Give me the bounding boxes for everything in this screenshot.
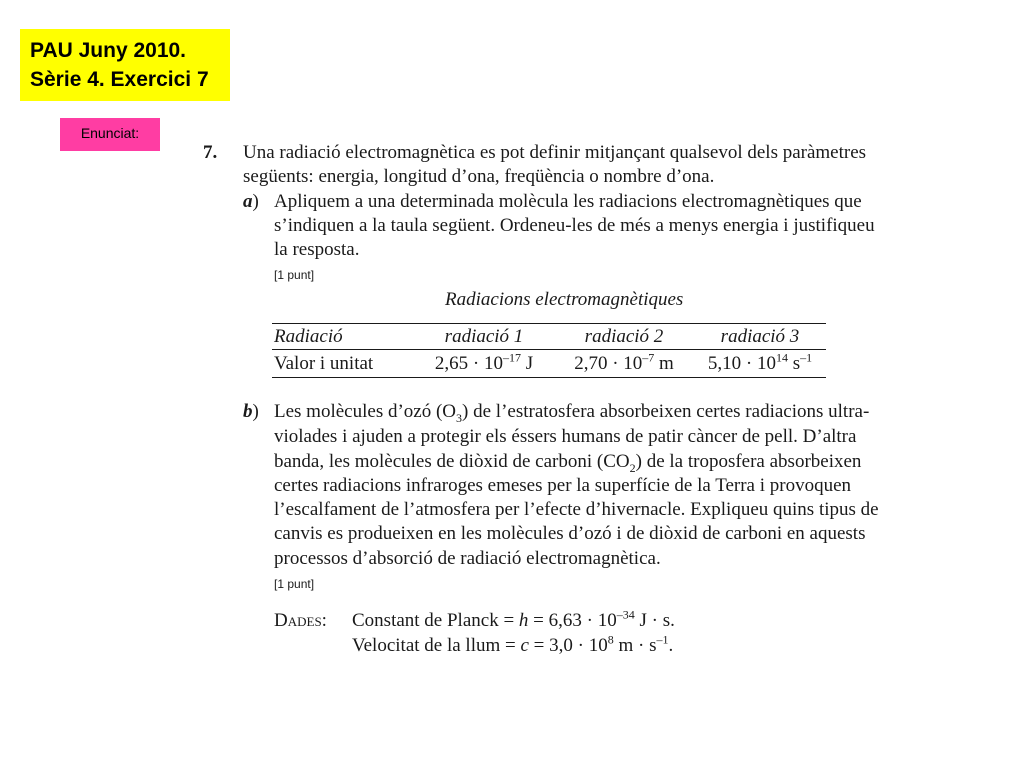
table-header-cell: radiació 1: [444, 325, 524, 347]
part-a-points: [1 punt]: [274, 268, 315, 282]
exercise-number: 7.: [203, 142, 218, 163]
table-caption: Radiacions electromagnètiques: [445, 289, 684, 310]
part-b-line-7: processos d’absorció de radiació electromagnètica.: [274, 548, 661, 569]
table-header-cell: Radiació: [274, 325, 343, 347]
speed-of-light: Velocitat de la llum = $c = 3,0 \cdot 10^8$ $m \cdot s^{-1}$.: [352, 632, 674, 656]
part-b-line-3: banda, les molècules de diòxid de carboni $(CO_2)$ de la troposfera absorbeixen: [274, 451, 862, 475]
table-row-label: Valor i unitat: [274, 352, 374, 374]
slide-title-line1: PAU Juny 2010.: [30, 39, 187, 62]
part-b-points: [1 punt]: [274, 577, 315, 591]
part-a-letter: a): [243, 191, 259, 212]
part-b-line-4: certes radiacions infraroges emeses per la superfície de la Terra i provoquen: [274, 475, 852, 496]
part-b-letter: b): [243, 401, 259, 422]
intro-line-2: següents: energia, longitud d’ona, freqüència o nombre d’ona.: [243, 166, 715, 187]
table-cell-radiation-1: $2,65 \cdot 10^{-17}$ J: [434, 350, 534, 374]
part-b-line-5: l’escalfament de l’atmosfera per l’efecte d’hivernacle. Expliqueu quins tipus de: [274, 499, 879, 520]
data-label: Dades:: [274, 610, 327, 631]
intro-line-1: Una radiació electromagnètica es pot definir mitjançant qualsevol dels paràmetres: [243, 142, 867, 163]
part-a-line-3: la resposta.: [274, 239, 360, 260]
table-header-cell: radiació 2: [584, 325, 664, 347]
radiation-table: [272, 323, 826, 378]
part-a-line-1: Apliquem a una determinada molècula les radiacions electromagnètiques que: [274, 191, 862, 212]
planck-constant: Constant de Planck = $h = 6,63 \cdot 10^{-34}$ J · s.: [352, 607, 675, 631]
table-header-cell: radiació 3: [720, 325, 800, 347]
table-row: [272, 350, 826, 378]
part-b-line-6: canvis es produeixen en les molècules d’ozó i de diòxid de carboni en aquests: [274, 523, 866, 544]
statement-label: Enunciat:: [60, 118, 160, 151]
table-header-row: [272, 324, 826, 350]
part-a-line-2: s’indiquen a la taula següent. Ordeneu-les de més a menys energia i justifiqueu: [274, 215, 875, 236]
slide-title-line2: Sèrie 4. Exercici 7: [30, 68, 209, 91]
part-b-line-2: violades i ajuden a protegir els éssers humans de patir càncer de pell. D’altra: [274, 426, 857, 447]
table-cell-radiation-3: $5,10 \cdot 10^{14}$ $s^{-1}$: [707, 350, 813, 374]
part-a-letter-text: a: [243, 191, 253, 212]
part-b-letter-text: b: [243, 401, 253, 422]
part-b-line-1: Les molècules d’ozó $(O_3)$ de l’estratosfera absorbeixen certes radiacions ultra-: [274, 401, 870, 425]
table-cell-radiation-2: $2,70 \cdot 10^{-7}$ m: [574, 350, 674, 374]
